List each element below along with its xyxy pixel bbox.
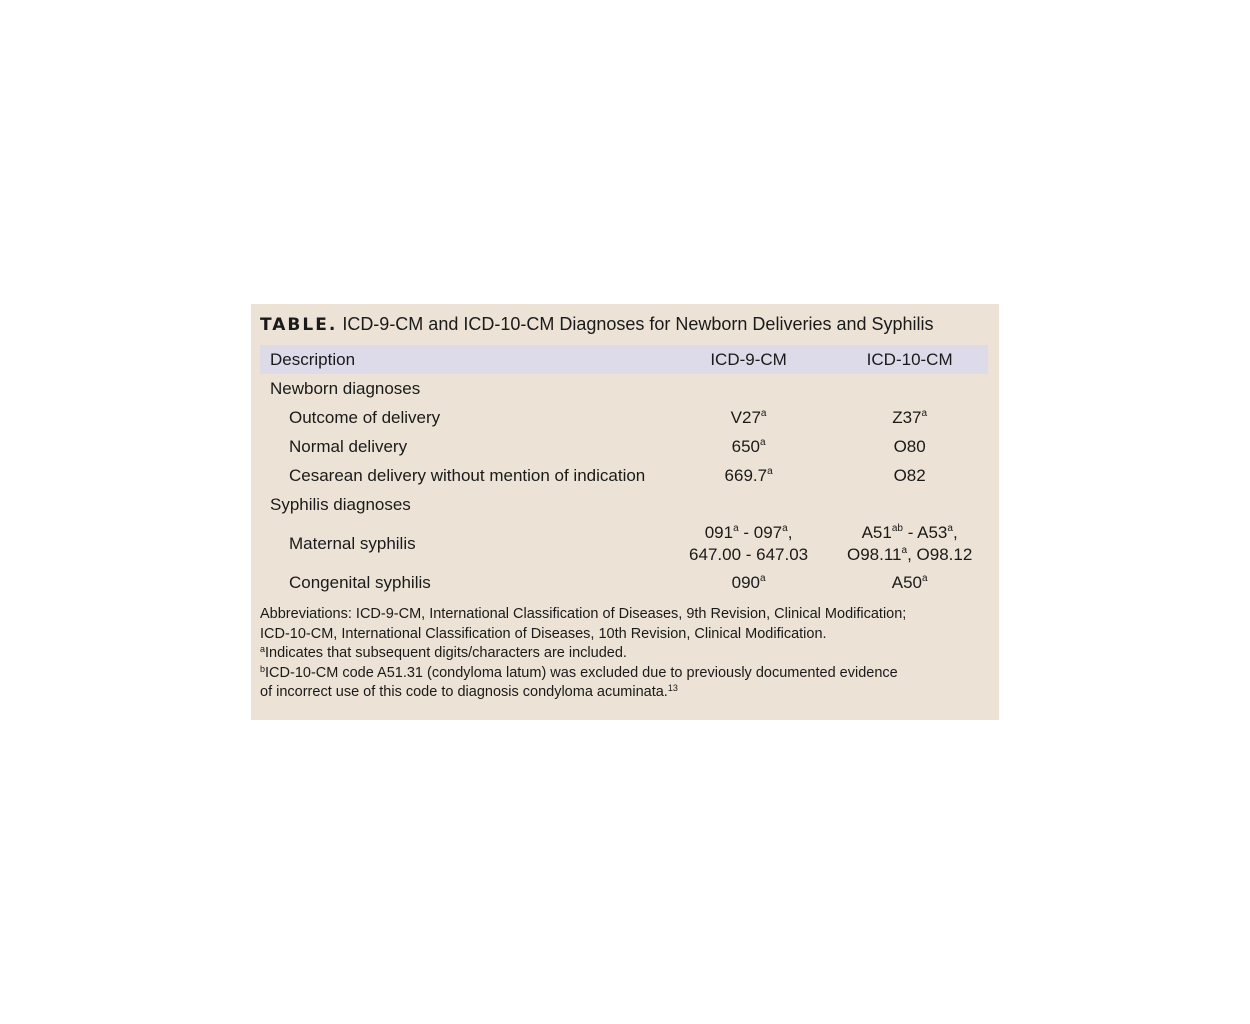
abbreviations-line-1: Abbreviations: ICD-9-CM, International Classification of Diseases, 9th Revision, Clinical Modification; [260,606,907,622]
row-description: Outcome of delivery [289,407,441,427]
group-label: Syphilis diagnoses [270,494,411,514]
icd10-code: O80 [893,436,926,456]
row-description: Maternal syphilis [289,533,416,553]
table-panel [251,304,999,720]
icd9-code: 650$^a$ [731,436,766,456]
group-row-newborn [260,374,988,403]
footnote-a: $^a$Indicates that subsequent digits/characters are included. [260,644,627,661]
table-row [260,519,988,568]
group-row-syphilis [260,490,988,519]
table-row [260,432,988,461]
icd9-code: V27$^a$ [730,407,767,427]
table-title [260,313,988,336]
reference-number: 13 [667,683,678,693]
column-header-description: Description [260,345,666,374]
icd9-code: 669.7$^a$ [724,465,773,485]
header-row [260,345,988,374]
footnote-b-line-2: of incorrect use of this code to diagnosis condyloma acuminata.$^{13}$ [260,683,678,700]
icd10-code: Z37$^a$ [892,407,928,427]
table-title-text: ICD-9-CM and ICD-10-CM Diagnoses for Newborn Deliveries and Syphilis [342,314,934,334]
abbreviations-line-2: ICD-10-CM, International Classification of Diseases, 10th Revision, Clinical Modification. [260,625,827,642]
row-description: Cesarean delivery without mention of indication [289,465,646,485]
icd10-code: O82 [893,465,926,485]
column-header-icd10: ICD-10-CM [831,345,988,374]
icd9-code: 091$^a$ - 097$^a$, 647.00 - 647.03 [689,522,809,564]
row-description: Normal delivery [289,436,408,456]
icd9-code: 090$^a$ [731,572,766,592]
row-description: Congenital syphilis [289,572,431,592]
icd10-code: $A51^{ab} - A53^a$, O98.11$^a$, O98.12 [847,522,973,564]
table-row [260,461,988,490]
table-row [260,568,988,597]
footnote-b-line-1: $^b$ICD-10-CM code A51.31 (condyloma latum) was excluded due to previously documented evidence [260,663,898,681]
table-row [260,403,988,432]
table-footnotes [260,605,988,703]
column-header-icd9: ICD-9-CM [666,345,831,374]
group-label: Newborn diagnoses [270,378,421,398]
diagnoses-table [260,345,988,597]
table-label: TABLE. [260,315,338,335]
icd10-code: A50$^a$ [891,572,928,592]
